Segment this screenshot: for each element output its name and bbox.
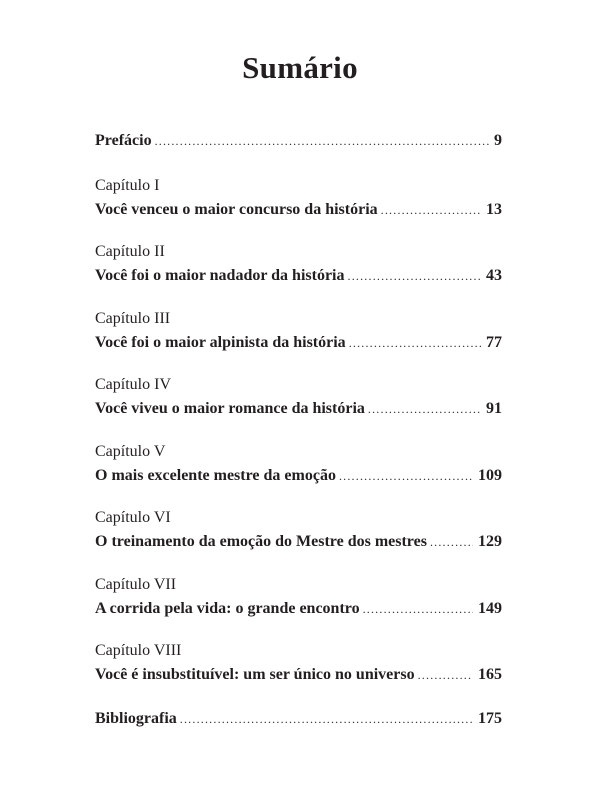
toc-entry-preface[interactable] <box>95 132 502 150</box>
dot-leader <box>381 203 481 218</box>
chapter-label: Capítulo IV <box>95 376 171 393</box>
entry-title: Você venceu o maior concurso da história <box>95 201 378 218</box>
entry-title: Bibliografia <box>95 710 177 727</box>
entry-title: O treinamento da emoção do Mestre dos mestres <box>95 533 427 550</box>
page-number: 149 <box>478 600 502 617</box>
page-title: Sumário <box>242 50 358 85</box>
toc-entry-chapter[interactable] <box>95 600 502 618</box>
dot-leader <box>363 602 473 617</box>
page-number: 43 <box>486 267 502 284</box>
page-number: 91 <box>486 400 502 417</box>
dot-leader <box>349 336 481 351</box>
page-number: 175 <box>478 710 502 727</box>
chapter-label: Capítulo VIII <box>95 642 182 659</box>
toc-entry-chapter[interactable] <box>95 467 502 485</box>
toc-entry-chapter[interactable] <box>95 267 502 285</box>
dot-leader <box>155 134 489 149</box>
dot-leader <box>180 712 473 727</box>
dot-leader <box>430 535 473 550</box>
dot-leader <box>368 402 481 417</box>
dot-leader <box>339 469 473 484</box>
entry-title: A corrida pela vida: o grande encontro <box>95 600 360 617</box>
page-number: 129 <box>478 533 502 550</box>
page-number: 77 <box>486 334 502 351</box>
toc-entry-chapter[interactable] <box>95 400 502 418</box>
entry-title: Você foi o maior nadador da história <box>95 267 345 284</box>
entry-title: O mais excelente mestre da emoção <box>95 467 336 484</box>
toc-entry-chapter[interactable] <box>95 533 502 551</box>
toc-entry-chapter[interactable] <box>95 334 502 352</box>
toc-entry-chapter[interactable] <box>95 201 502 219</box>
chapter-label: Capítulo I <box>95 177 160 194</box>
page-number: 9 <box>494 132 502 149</box>
chapter-label: Capítulo II <box>95 243 165 260</box>
page-number: 13 <box>486 201 502 218</box>
toc-entry-bibliography[interactable] <box>95 710 502 728</box>
chapter-label: Capítulo III <box>95 310 171 327</box>
page-number: 165 <box>478 666 502 683</box>
entry-title: Prefácio <box>95 132 152 149</box>
dot-leader <box>348 269 482 284</box>
chapter-label: Capítulo V <box>95 443 166 460</box>
toc-entry-chapter[interactable] <box>95 666 502 684</box>
entry-title: Você viveu o maior romance da história <box>95 400 365 417</box>
entry-title: Você é insubstituível: um ser único no universo <box>95 666 415 683</box>
chapter-label: Capítulo VII <box>95 576 177 593</box>
entry-title: Você foi o maior alpinista da história <box>95 334 346 351</box>
page-number: 109 <box>478 467 502 484</box>
dot-leader <box>418 668 473 683</box>
chapter-label: Capítulo VI <box>95 509 171 526</box>
